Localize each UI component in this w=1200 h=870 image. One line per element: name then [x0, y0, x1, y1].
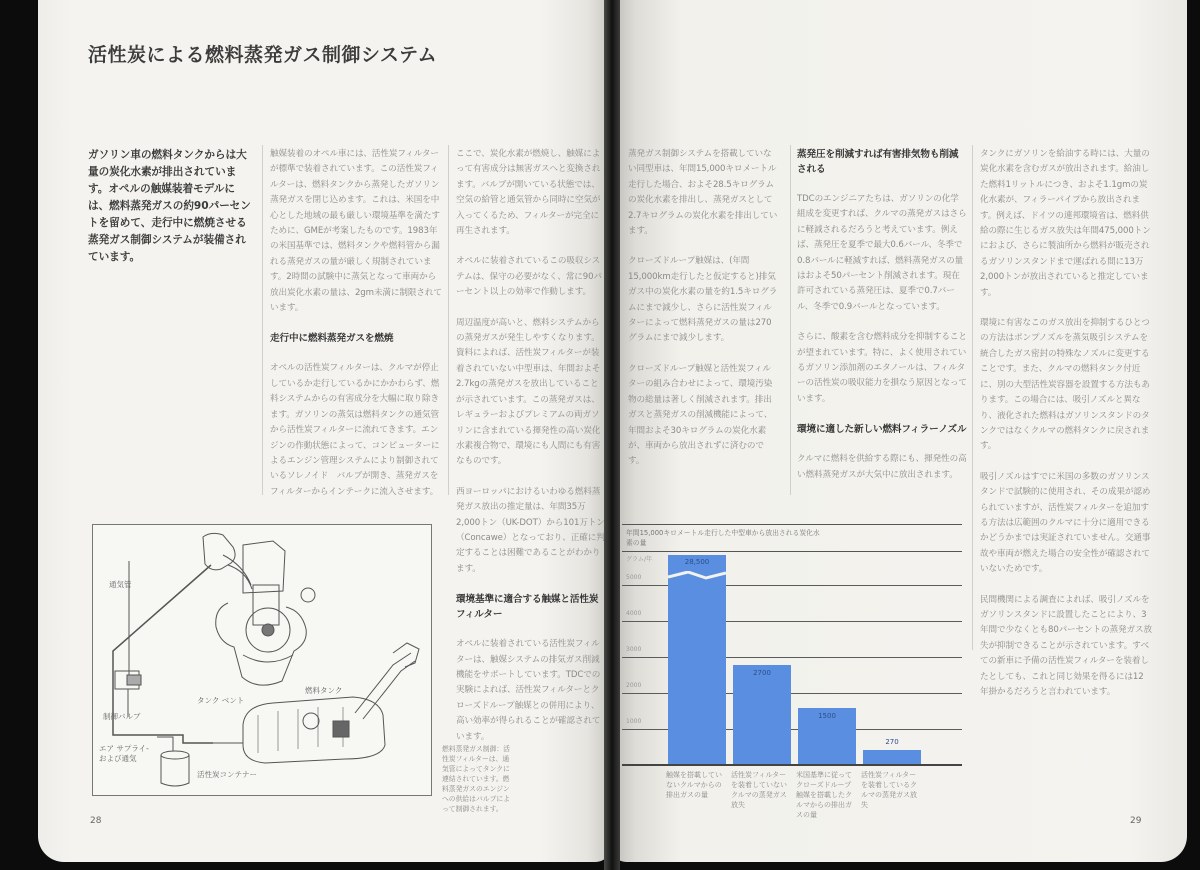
paragraph: クルマに燃料を供給する際にも、揮発性の高い燃料蒸発ガスが大気中に放出されます。 — [797, 454, 967, 480]
paragraph: 西ヨーロッパにおけるいわゆる燃料蒸発ガス放出の推定量は、年間35万2,000トン（UK-DOT）から101万トン（Concawe）となっており、正確に判定することは困難であることがわかります。 — [456, 486, 605, 574]
book-gutter — [604, 0, 620, 870]
paragraph: 蒸発ガス制御システムを搭載していない同型車は、年間15,000キロメートル走行した場合、およそ28.5キログラムの炭化水素を排出し、蒸発ガスとして2.7キログラムの炭化水素を排出しています。 — [628, 149, 778, 237]
bar-closed-loop-catalyst — [798, 708, 856, 764]
paragraph: 周辺温度が高いと、燃料システムからの蒸発ガスが発生しやすくなります。資料によれば、活性炭フィルターが装着されていない中型車は、年間およそ2.7kgの蒸発ガスを放出していることが示されています。この蒸発ガスは、レギュラーおよびプレミアムの両ガソリンに含まれている揮発性の高い炭化水素複合物で、環境にも人間にも有害なものです。 — [456, 317, 601, 467]
page-number-right: 29 — [1130, 816, 1142, 826]
column-divider — [972, 145, 973, 650]
paragraph: オペルに装着されているこの吸収システムは、保守の必要がなく、常に90パーセント以上の効率で作動します。 — [456, 256, 603, 298]
y-tick: 4000 — [626, 610, 642, 617]
left-column-3 — [456, 147, 606, 760]
axis-break-icon — [668, 571, 726, 583]
x-axis-baseline — [622, 764, 962, 766]
right-column-3 — [980, 147, 1152, 715]
bar-no-charcoal-filter — [733, 665, 791, 764]
right-column-1 — [628, 147, 778, 485]
section-heading: 環境に適した新しい燃料フィラーノズル — [797, 424, 967, 436]
x-category-label: 活性炭フィルターを装着していないクルマの蒸発ガス放失 — [731, 771, 787, 809]
section-heading: 走行中に燃料蒸発ガスを燃焼 — [270, 333, 394, 345]
spread-title: 活性炭による燃料蒸発ガス制御システム — [88, 44, 438, 66]
chart-top-rule — [622, 524, 962, 525]
bar-value-label: 270 — [885, 738, 899, 746]
paragraph: クローズドループ触媒と活性炭フィルターの組み合わせによって、環境汚染物の総量は著しく削減されます。排出ガスと蒸発ガスの削減機能によって、年間およそ30キログラムの炭化水素が、車両から放出されずに済むのです。 — [628, 363, 773, 467]
column-divider — [790, 145, 791, 495]
x-category-label: 触媒を搭載していないクルマからの排出ガスの量 — [666, 771, 722, 799]
section-heading: 蒸発圧を削減すれば有害排気物も削減される — [797, 149, 959, 175]
paragraph: クローズドループ触媒は、(年間15,000km走行したと仮定すると)排気ガス中の炭化水素の量を約1.5キログラムにまで減少し、さらに活性炭フィルターによって燃料蒸発ガスの量は270グラムにまで減少します。 — [628, 256, 778, 344]
lead-paragraph: ガソリン車の燃料タンクからは大量の炭化水素が排出されています。オペルの触媒装着モデルには、燃料蒸発ガスの約90パーセントを留めて、走行中に燃焼させる蒸発ガス制御システムが装備されています。 — [88, 149, 251, 263]
diagram-label-charcoal-canister: 活性炭コンテナー — [197, 770, 257, 779]
engine-fuel-system-illustration — [93, 525, 431, 795]
x-category-label: 活性炭フィルターを装着しているクルマの蒸発ガス放失 — [861, 771, 917, 809]
x-category-label: 米国基準に従ってクローズドループ触媒を搭載したクルマからの排出ガスの量 — [796, 771, 852, 819]
chart-title-rule — [622, 551, 962, 552]
diagram-label-air-supply: エア サプライ- — [99, 744, 149, 753]
page-number-left: 28 — [90, 816, 102, 826]
column-divider — [448, 145, 449, 495]
diagram-label-vent-pipe: 通気管 — [109, 580, 132, 589]
paragraph: 吸引ノズルはすでに米国の多数のガソリンスタンドで試験的に使用され、その成果が認められていますが、活性炭フィルターを追加する方法は広範囲のクルマに十分に適用できるかどうかまでは実証されていません。交通事故や車両が燃えた場合の安全性が確認されていないためです。 — [980, 471, 1151, 575]
diagram-label-fuel-tank: 燃料タンク — [305, 686, 343, 695]
bar-with-charcoal-filter — [863, 738, 921, 764]
paragraph: さらに、酸素を含む燃料成分を抑制することが望まれています。特に、よく使用されているガソリン添加剤のエタノールは、フィルターの活性炭の吸収能力を損なう原因となっています。 — [797, 332, 967, 404]
bar-value-label: 2700 — [753, 669, 771, 677]
bar-no-catalyst — [668, 555, 726, 764]
diagram-label-air-supply-vent: および通気 — [99, 754, 137, 763]
left-column-2 — [270, 147, 442, 515]
section-heading: 環境基準に適合する触媒と活性炭フィルター — [456, 594, 599, 621]
y-tick: 5000 — [626, 574, 642, 581]
y-tick: 3000 — [626, 646, 642, 653]
paragraph: ここで、炭化水素が燃焼し、触媒によって有害成分は無害ガスへと変換されます。バルブが開いている状態では、空気の給管と通気管から同時に空気が入ってくるため、フィルターが完全に再生されます。 — [456, 149, 601, 237]
paragraph: オペルに装着されている活性炭フィルターは、触媒システムの排気ガス削減機能をサポートしています。TDCでの実験によれば、活性炭フィルターとクローズドループ触媒との併用により、高い効率が得られることが確認されています。 — [456, 639, 601, 742]
paragraph: 触媒装着のオペル車には、活性炭フィルターが標準で装着されています。この活性炭フィルターは、燃料タンクから蒸発したガソリン蒸発ガスを閉じ込めます。これは、米国を中心とした地域の最も厳しい環境基準を満たすために、GMEが考案したものです。1983年の米国基準では、燃料タンクや燃料管から漏れる蒸発ガスの量が厳しく規制されています。2時間の試験中に蒸気となって車両から放出炭化水素の量は、2gm未満に制限されています。 — [270, 149, 442, 314]
bar-value-label: 28,500 — [684, 558, 710, 566]
chart-title: 年間15,000キロメートル走行した中型車から放出される炭化水素の量 — [626, 529, 820, 547]
paragraph: 環境に有害なこのガス放出を抑制するひとつの方法はポンプノズルを蒸気吸引システムを統合したガス密封の特殊なノズルに変更することです。また、クルマの燃料タンク付近に、別の大型活性炭容器を設置する方法もあります。この場合には、吸引ノズルと異なり、液化された燃料はガソリンスタンドのタンクではなくクルマの燃料タンクに戻されます。 — [980, 318, 1150, 452]
y-tick: 2000 — [626, 682, 642, 689]
paragraph: オペルの活性炭フィルターは、クルマが停止しているか走行しているかにかかわらず、燃料システムからの有害成分を大幅に取り除きます。ガソリンの蒸気は燃料タンクの通気管から活性炭フィルターに流れてきます。エンジンの作動状態によって、コンピューターによるエンジン管理システムにより制御されているソレノイド バルブが開き、蒸発ガスをフィルターからインテークに流入させます。 — [270, 363, 440, 497]
right-column-2 — [797, 147, 967, 498]
diagram-caption: 燃料蒸発ガス制御：活性炭フィルターは、通気管によってタンクに連結されています。燃料蒸発ガスのエンジンへの供給はバルブによって制御されます。 — [442, 745, 510, 813]
hydrocarbon-emissions-chart — [622, 524, 962, 824]
column-divider — [262, 145, 263, 495]
diagram-label-control-valve: 制御バルブ — [103, 712, 141, 721]
bar-value-label: 1500 — [818, 712, 836, 720]
y-axis-unit: グラム/年 — [626, 556, 652, 563]
diagram-label-tank-vent: タンク ベント — [197, 696, 245, 705]
fuel-system-diagram — [92, 524, 432, 796]
paragraph: タンクにガソリンを給油する時には、大量の炭化水素を含むガスが放出されます。給油した燃料1リットルにつき、およそ1.1gmの炭化水素が、フィラーパイプから放出されます。例えば、ドイツの連邦環境省は、燃料供給の際に生じるガス放失は年間475,000トンにおよび、さらに製油所から燃料が販売されるガソリンスタンドまで運ばれる間に13万2,000トンが放出されていると推定しています。 — [980, 149, 1151, 298]
paragraph: 民間機関による調査によれば、吸引ノズルをガソリンスタンドに設置したことにより、3年間で少なくとも80パーセントの蒸発ガス放失が抑制できることが示されています。すべての新車に予備の活性炭フィルターを装着したとしても、これと同じ効果を得るには12年掛かるだろうと言われています。 — [980, 594, 1152, 697]
paragraph: TDCのエンジニアたちは、ガソリンの化学組成を変更すれば、クルマの蒸発ガスはさらに軽減されるだろうと考えています。例えば、蒸発圧を夏季で最大0.6バール、冬季で0.8バールに軽減すれば、燃料蒸発ガスの量はおよそ50パーセント削減されます。現在許可されている蒸発圧は、夏季で0.7バール、冬季で0.9バールとなっています。 — [797, 194, 967, 312]
y-tick: 1000 — [626, 718, 642, 725]
